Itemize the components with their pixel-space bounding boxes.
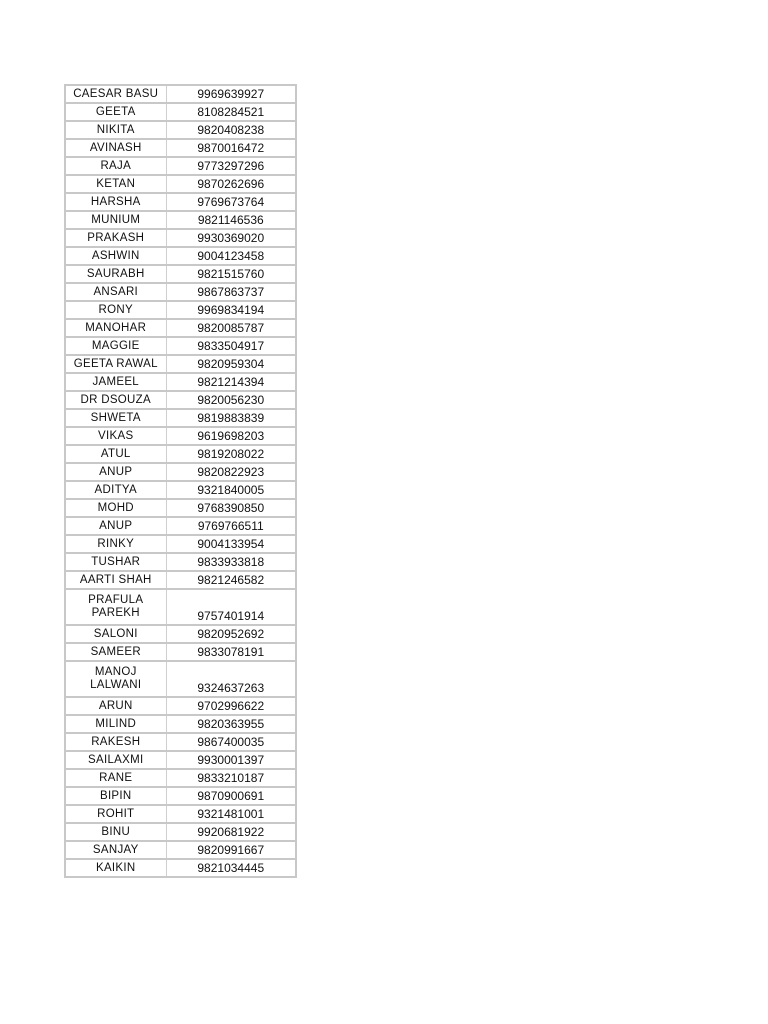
table-row (65, 319, 296, 337)
contact-name: RINKY (65, 535, 166, 553)
contact-phone: 9833504917 (166, 337, 296, 355)
table-row (65, 625, 296, 643)
table-row (65, 121, 296, 139)
contact-phone: 9821034445 (166, 859, 296, 877)
contact-phone: 9820056230 (166, 391, 296, 409)
contact-name: SAMEER (65, 643, 166, 661)
table-row (65, 211, 296, 229)
contact-name: AARTI SHAH (65, 571, 166, 589)
table-row (65, 589, 296, 625)
table-row (65, 841, 296, 859)
table-row (65, 175, 296, 193)
contact-phone: 9820363955 (166, 715, 296, 733)
contact-phone: 9820991667 (166, 841, 296, 859)
table-row (65, 427, 296, 445)
table-row (65, 571, 296, 589)
table-row (65, 247, 296, 265)
contact-name: PRAKASH (65, 229, 166, 247)
table-row (65, 751, 296, 769)
table-row (65, 193, 296, 211)
table-row (65, 805, 296, 823)
contact-name: ANSARI (65, 283, 166, 301)
table-row (65, 283, 296, 301)
contact-name: ATUL (65, 445, 166, 463)
contact-name: SALONI (65, 625, 166, 643)
table-row (65, 85, 296, 103)
contact-name: SAURABH (65, 265, 166, 283)
contact-phone: 9820408238 (166, 121, 296, 139)
contact-phone: 9321481001 (166, 805, 296, 823)
contact-name: GEETA (65, 103, 166, 121)
contact-phone: 9969639927 (166, 85, 296, 103)
contact-phone: 9820085787 (166, 319, 296, 337)
contact-name: ANUP (65, 517, 166, 535)
table-row (65, 535, 296, 553)
contact-name: RAJA (65, 157, 166, 175)
table-row (65, 769, 296, 787)
contact-name: ADITYA (65, 481, 166, 499)
contact-phone: 9930001397 (166, 751, 296, 769)
contact-name: RONY (65, 301, 166, 319)
contact-name: KETAN (65, 175, 166, 193)
contact-name: MUNIUM (65, 211, 166, 229)
contact-name: CAESAR BASU (65, 85, 166, 103)
contact-name: RAKESH (65, 733, 166, 751)
contact-phone: 9920681922 (166, 823, 296, 841)
contact-phone: 9867863737 (166, 283, 296, 301)
contact-name: MILIND (65, 715, 166, 733)
contact-name: BINU (65, 823, 166, 841)
contact-phone: 9870016472 (166, 139, 296, 157)
contact-name: SANJAY (65, 841, 166, 859)
contact-phone: 9768390850 (166, 499, 296, 517)
contact-sheet (64, 84, 297, 878)
contacts-table-body (65, 85, 296, 877)
table-row (65, 643, 296, 661)
table-row (65, 229, 296, 247)
contact-phone: 9833933818 (166, 553, 296, 571)
contact-phone: 9870262696 (166, 175, 296, 193)
contact-name: MANOHAR (65, 319, 166, 337)
contact-name: SAILAXMI (65, 751, 166, 769)
table-row (65, 373, 296, 391)
table-row (65, 481, 296, 499)
contact-name: VIKAS (65, 427, 166, 445)
contact-name: ROHIT (65, 805, 166, 823)
contact-phone: 9321840005 (166, 481, 296, 499)
contact-name: MAGGIE (65, 337, 166, 355)
contact-name: DR DSOUZA (65, 391, 166, 409)
contact-phone: 9819208022 (166, 445, 296, 463)
contact-phone: 9833210187 (166, 769, 296, 787)
contact-phone: 9619698203 (166, 427, 296, 445)
contact-phone: 9820822923 (166, 463, 296, 481)
table-row (65, 733, 296, 751)
contact-name: TUSHAR (65, 553, 166, 571)
contact-name: MOHD (65, 499, 166, 517)
table-row (65, 409, 296, 427)
contact-phone: 9821146536 (166, 211, 296, 229)
contact-phone: 8108284521 (166, 103, 296, 121)
table-row (65, 553, 296, 571)
contact-phone: 9870900691 (166, 787, 296, 805)
table-row (65, 265, 296, 283)
table-row (65, 661, 296, 697)
contact-name: ANUP (65, 463, 166, 481)
contact-phone: 9769766511 (166, 517, 296, 535)
table-row (65, 697, 296, 715)
contact-name: RANE (65, 769, 166, 787)
table-row (65, 337, 296, 355)
contact-phone: 9821214394 (166, 373, 296, 391)
contact-name: HARSHA (65, 193, 166, 211)
contact-phone: 9867400035 (166, 733, 296, 751)
contact-phone: 9757401914 (166, 589, 296, 625)
contact-phone: 9769673764 (166, 193, 296, 211)
contact-name: MANOJ LALWANI (65, 661, 166, 697)
contact-name: GEETA RAWAL (65, 355, 166, 373)
table-row (65, 157, 296, 175)
contact-phone: 9702996622 (166, 697, 296, 715)
table-row (65, 445, 296, 463)
contact-phone: 9773297296 (166, 157, 296, 175)
contact-phone: 9819883839 (166, 409, 296, 427)
contact-name: PRAFULA PAREKH (65, 589, 166, 625)
table-row (65, 391, 296, 409)
table-row (65, 139, 296, 157)
contact-phone: 9820959304 (166, 355, 296, 373)
table-row (65, 103, 296, 121)
contact-name: BIPIN (65, 787, 166, 805)
contact-phone: 9821246582 (166, 571, 296, 589)
contact-phone: 9324637263 (166, 661, 296, 697)
table-row (65, 823, 296, 841)
contact-name: SHWETA (65, 409, 166, 427)
table-row (65, 355, 296, 373)
contact-phone: 9821515760 (166, 265, 296, 283)
table-row (65, 463, 296, 481)
contact-phone: 9930369020 (166, 229, 296, 247)
contact-phone: 9004123458 (166, 247, 296, 265)
table-row (65, 715, 296, 733)
table-row (65, 859, 296, 877)
contact-name: ARUN (65, 697, 166, 715)
table-row (65, 301, 296, 319)
contact-phone: 9969834194 (166, 301, 296, 319)
contact-name: AVINASH (65, 139, 166, 157)
contact-phone: 9004133954 (166, 535, 296, 553)
contact-name: JAMEEL (65, 373, 166, 391)
contact-phone: 9833078191 (166, 643, 296, 661)
contact-name: ASHWIN (65, 247, 166, 265)
contacts-table (64, 84, 297, 878)
table-row (65, 787, 296, 805)
contact-name: KAIKIN (65, 859, 166, 877)
table-row (65, 517, 296, 535)
contact-name: NIKITA (65, 121, 166, 139)
table-row (65, 499, 296, 517)
contact-phone: 9820952692 (166, 625, 296, 643)
